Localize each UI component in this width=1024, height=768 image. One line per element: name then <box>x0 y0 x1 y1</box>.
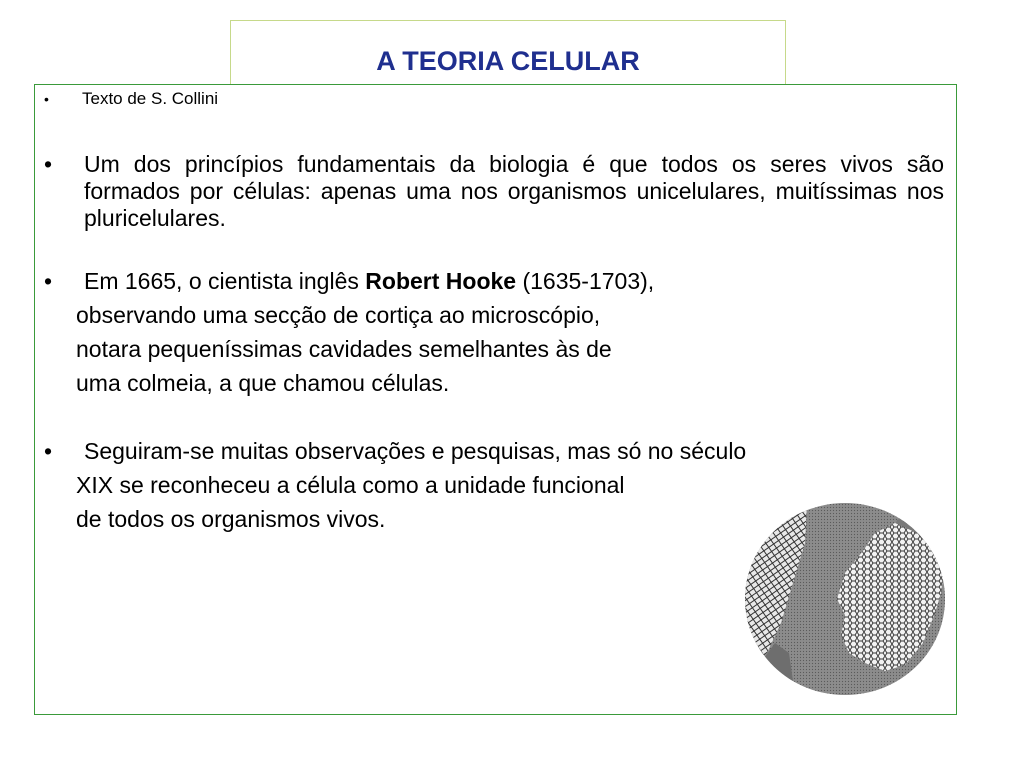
paragraph-cell-theory <box>44 151 944 232</box>
hooke-line-1: Em 1665, o cientista inglês Robert Hooke (1635-1703), <box>84 268 655 294</box>
cork-cells-illustration <box>745 503 945 695</box>
source-note: Texto de S. Collini <box>82 89 219 108</box>
xix-line-3: de todos os organismos vivos. <box>76 506 386 532</box>
hooke-line-3: notara pequeníssimas cavidades semelhantes às de <box>76 336 612 362</box>
xix-line-2: XIX se reconheceu a célula como a unidade funcional <box>76 472 625 498</box>
paragraph-robert-hooke <box>44 264 924 400</box>
title-box <box>230 20 786 84</box>
bullet: • <box>44 268 53 294</box>
slide-title: A TEORIA CELULAR <box>376 46 640 76</box>
bullet: • <box>44 91 49 107</box>
cork-cells-microscope-image <box>745 503 945 695</box>
paragraph-cell-theory-text: Um dos princípios fundamentais da biologia é que todos os seres vivos são formados por células: apenas uma nos organismos unicelulares, muitíssimas nos pluricelulares. <box>84 151 944 231</box>
bullet: • <box>44 438 53 464</box>
hooke-line-4: uma colmeia, a que chamou células. <box>76 370 450 396</box>
xix-line-1: Seguiram-se muitas observações e pesquisas, mas só no século <box>84 438 747 464</box>
robert-hooke-name: Robert Hooke <box>365 268 517 294</box>
bullet: • <box>44 151 53 177</box>
hooke-line-2: observando uma secção de cortiça ao microscópio, <box>76 302 601 328</box>
